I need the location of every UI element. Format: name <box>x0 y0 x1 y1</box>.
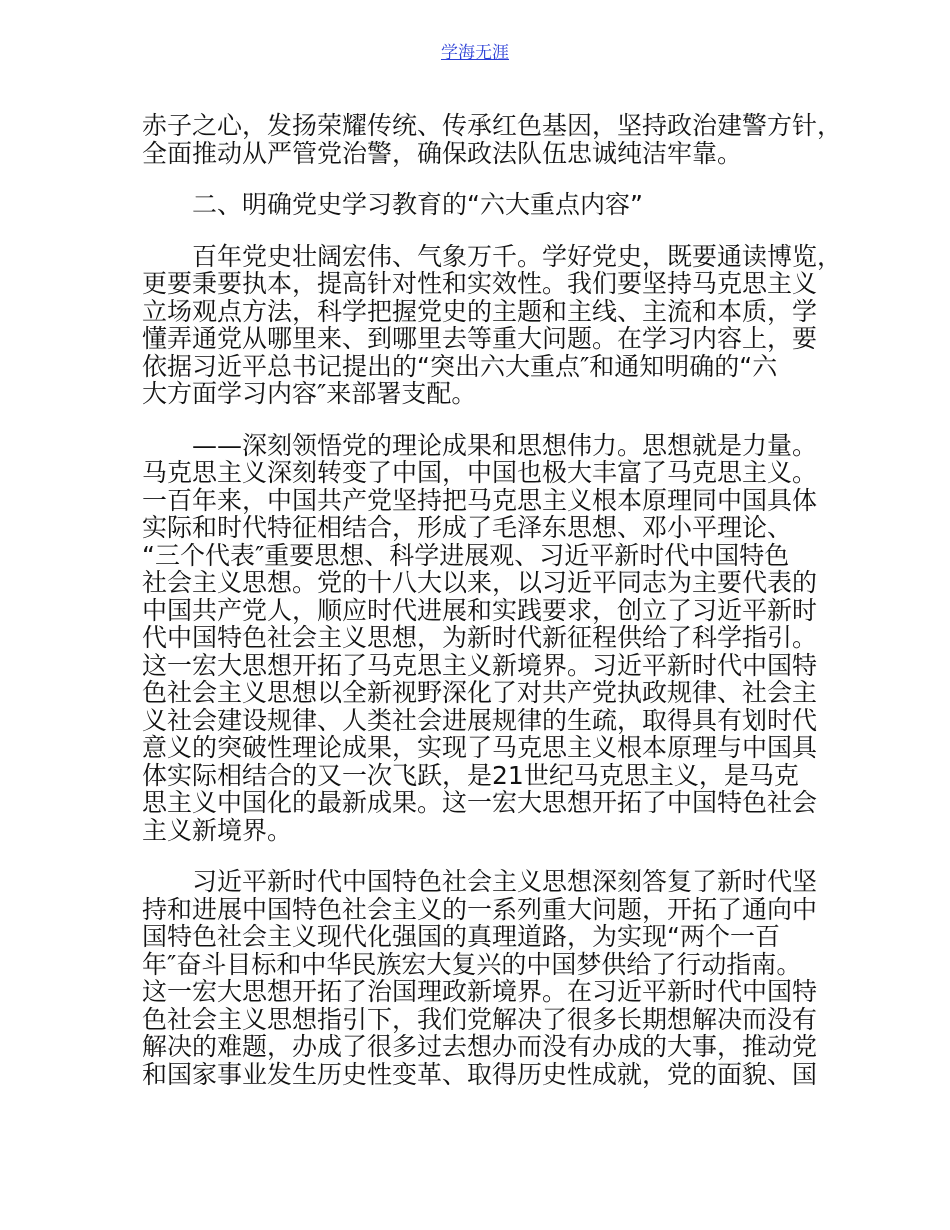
text-line: 主义新境界。 <box>142 815 293 845</box>
text-line: 持和进展中国特色社会主义的一系列重大问题，开拓了通向中 <box>142 894 818 924</box>
text-line: 思主义中国化的最新成果。这一宏大思想开拓了中国特色社会 <box>142 788 818 817</box>
text-line: 更要秉要执本，提高针对性和实效性。我们要坚持马克思主义 <box>142 269 818 298</box>
text-line: 解决的难题，办成了很多过去想办而没有办成的大事，推动党 <box>142 1032 818 1061</box>
text-line: 义社会建设规律、人类社会进展规律的生疏，取得具有划时代 <box>142 705 818 735</box>
text-line: 意义的突破性理论成果，实现了马克思主义根本原理与中国具 <box>142 733 818 762</box>
text-line: 习近平新时代中国特色社会主义思想深刻答复了新时代坚 <box>192 867 818 896</box>
text-line: 和国家事业发生历史性变革、取得历史性成就，党的面貌、国 <box>142 1059 818 1089</box>
text-line: 依据习近平总书记提出的“突出六大重点″和通知明确的“六 <box>142 351 778 381</box>
paragraph-4 <box>142 430 818 845</box>
text-line: 色社会主义思想以全新视野深化了对共产党执政规律、社会主 <box>142 678 818 707</box>
text-line: 马克思主义深刻转变了中国，中国也极大丰富了马克思主义。 <box>142 458 818 487</box>
paragraph-3 <box>142 241 843 408</box>
text-line: 全面推动从严管党治警，确保政法队伍忠诚纯洁牢靠。 <box>142 138 743 168</box>
text-line: 社会主义思想。党的十八大以来，以习近平同志为主要代表的 <box>142 568 818 597</box>
text-line: 赤子之心，发扬荣耀传统、传承红色基因，坚持政治建警方针， <box>142 111 843 140</box>
text-line: 中国共产党人，顺应时代进展和实践要求，创立了习近平新时 <box>142 595 818 625</box>
text-line: 实际和时代特征相结合，形成了毛泽东思想、邓小平理论、 <box>142 513 793 542</box>
text-line: 立场观点方法，科学把握党史的主题和主线、主流和本质，学 <box>142 296 818 326</box>
paragraph-1 <box>142 111 843 168</box>
text-line: 百年党史壮阔宏伟、气象万千。学好党史，既要通读博览， <box>192 241 843 271</box>
document-body <box>142 111 843 1089</box>
text-line: 这一宏大思想开拓了马克思主义新境界。习近平新时代中国特 <box>142 650 818 680</box>
text-line: 这一宏大思想开拓了治国理政新境界。在习近平新时代中国特 <box>142 977 818 1006</box>
text-line: 大方面学习内容″来部署支配。 <box>142 379 477 408</box>
text-line: 懂弄通党从哪里来、到哪里去等重大问题。在学习内容上，要 <box>142 324 818 353</box>
header-link[interactable]: 学海无涯 <box>441 43 509 63</box>
paragraph-5 <box>142 867 818 1089</box>
heading-line: 二、明确党史学习教育的“六大重点内容” <box>192 190 643 219</box>
section-heading <box>142 191 810 219</box>
text-line: ——深刻领悟党的理论成果和思想伟力。思想就是力量。 <box>192 430 818 460</box>
text-line: 年″奋斗目标和中华民族宏大复兴的中国梦供给了行动指南。 <box>142 949 802 979</box>
text-line: 一百年来，中国共产党坚持把马克思主义根本原理同中国具体 <box>142 485 818 515</box>
text-line: “三个代表″重要思想、科学进展观、习近平新时代中国特色 <box>142 540 790 570</box>
text-line: 色社会主义思想指引下，我们党解决了很多长期想解决而没有 <box>142 1004 818 1034</box>
text-line: 体实际相结合的又一次飞跃，是21世纪马克思主义，是马克 <box>142 760 799 790</box>
text-line: 国特色社会主义现代化强国的真理道路，为实现“两个一百 <box>142 922 780 951</box>
text-line: 代中国特色社会主义思想，为新时代新征程供给了科学指引。 <box>142 623 818 652</box>
